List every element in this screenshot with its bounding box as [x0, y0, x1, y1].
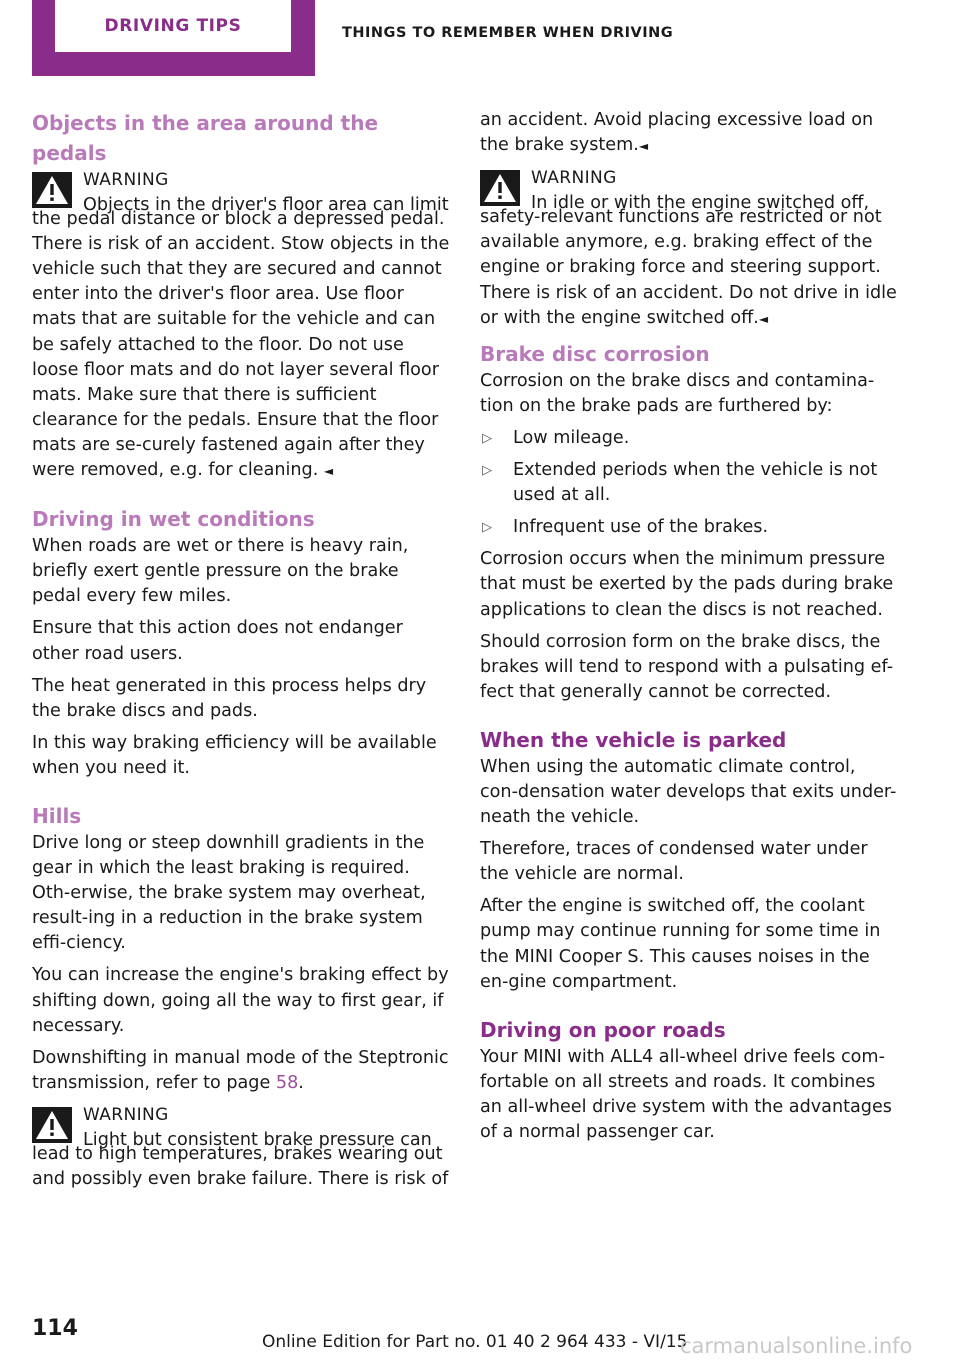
left-column: [32, 108, 450, 1212]
paragraph: The heat generated in this process helps dry the brake discs and pads.: [32, 675, 427, 721]
page-number: 114: [32, 1316, 78, 1341]
paragraph: Corrosion on the brake discs and contamina-tion on the brake pads are furthered by:: [480, 370, 875, 416]
section-brake-corrosion: [480, 339, 898, 705]
paragraph: Therefore, traces of condensed water under the vehicle are normal.: [480, 839, 868, 885]
list-item: [480, 426, 898, 451]
paragraph: Drive long or steep downhill gradients in the gear in which the least braking is required. Oth-erwise, the brake system may overheat, result-ing in a reduction in the brake system effi-ciency.: [32, 832, 426, 954]
heading-pedals: Objects in the area around the pedals: [32, 111, 379, 165]
section-poor-roads: [480, 1015, 898, 1145]
warning-first-line: Light but consistent brake pressure can: [83, 1129, 432, 1150]
page-link[interactable]: 58: [275, 1072, 299, 1093]
edition-footer: Online Edition for Part no. 01 40 2 964 433 - VI/15: [262, 1332, 688, 1352]
section-wet-conditions: [32, 504, 450, 781]
period: .: [298, 1072, 304, 1093]
section-parked: [480, 725, 898, 995]
paragraph: You can increase the engine's braking effect by shifting down, going all the way to first gear, if necessary.: [32, 965, 449, 1036]
warning-idle: [480, 166, 898, 332]
paragraph-steptronic: [32, 1046, 450, 1096]
paragraph-text: Downshifting in manual mode of the Steptronic transmission, refer to page: [32, 1047, 449, 1093]
list-item: [480, 515, 898, 540]
paragraph: In this way braking efficiency will be available when you need it.: [32, 732, 437, 778]
watermark: carmanualsonline.info: [680, 1334, 913, 1358]
warning-triangle-icon: [480, 170, 520, 206]
section-pedals: [32, 108, 450, 484]
paragraph: When using the automatic climate control, con-densation water develops that exits under-neath the vehicle.: [480, 756, 897, 828]
paragraph: Your MINI with ALL4 all-wheel drive feels com-fortable on all streets and roads. It combines an all-wheel drive system with the advantages of a normal passenger car.: [480, 1046, 892, 1142]
warning-triangle-icon: [32, 1107, 72, 1143]
end-mark: ◄: [758, 311, 769, 326]
heading-brake-corrosion: Brake disc corrosion: [480, 341, 710, 366]
paragraph: After the engine is switched off, the coolant pump may continue running for some time in the MINI Cooper S. This causes noises in the en-gine compartment.: [480, 896, 881, 992]
warning-label: WARNING: [83, 170, 169, 190]
section-hills: [32, 801, 450, 1192]
breadcrumb: THINGS TO REMEMBER WHEN DRIVING: [342, 25, 674, 41]
list-item-text: Infrequent use of the brakes.: [513, 517, 769, 538]
paragraph: Corrosion occurs when the minimum pressure that must be exerted by the pads during brake applications to clean the discs is not reached.: [480, 549, 894, 620]
warning-text: the pedal distance or block a depressed pedal. There is risk of an accident. Stow objects in the vehicle such that they are secured and cannot enter into the driver's floor area. Use floor mats that are suitable for the vehicle and can be safely attached to the floor. Do not use loose floor mats and do not layer several floor mats. Make sure that there is sufficient clearance for the pedals. Ensure that the floor mats are se-curely fastened again after they were removed, e.g. for cleaning.: [32, 209, 450, 481]
list-item: [480, 458, 898, 508]
warning-label: WARNING: [83, 1104, 169, 1125]
continued-text: an accident. Avoid placing excessive load on the brake system.: [480, 110, 874, 156]
heading-poor-roads: Driving on poor roads: [480, 1017, 726, 1042]
list-item-text: Extended periods when the vehicle is not used at all.: [513, 460, 878, 506]
warning-triangle-icon: [32, 172, 72, 208]
heading-hills: Hills: [32, 803, 82, 828]
list-item-text: Low mileage.: [513, 427, 630, 448]
bullet-icon: ▷: [482, 430, 492, 446]
warning-label: WARNING: [531, 168, 617, 189]
paragraph: When roads are wet or there is heavy rain, briefly exert gentle pressure on the brake pedal every few miles.: [32, 536, 409, 607]
bullet-icon: ▷: [482, 463, 492, 479]
heading-parked: When the vehicle is parked: [480, 727, 787, 752]
corrosion-list: [480, 426, 898, 540]
paragraph: Should corrosion form on the brake discs, the brakes will tend to respond with a pulsating ef-fect that generally cannot be corrected.: [480, 631, 894, 702]
heading-wet-conditions: Driving in wet conditions: [32, 507, 315, 532]
right-column: [480, 108, 898, 1165]
warning-text: lead to high temperatures, brakes wearing out and possibly even brake failure. There is risk of: [32, 1144, 449, 1190]
warning-text: safety-relevant functions are restricted or not available anymore, e.g. braking effect of the engine or braking force and steering support. There is risk of an accident. Do not drive in idle or with the engine switched off.: [480, 207, 897, 328]
continued-paragraph: [480, 108, 898, 159]
paragraph: Ensure that this action does not endanger other road users.: [32, 618, 403, 664]
warning-pedals: [32, 168, 450, 484]
warning-first-line: In idle or with the engine switched off,: [531, 193, 870, 214]
end-mark: ◄: [323, 464, 334, 479]
warning-first-line: Objects in the driver's floor area can limit: [83, 195, 449, 215]
bullet-icon: ▷: [482, 520, 492, 536]
warning-hills: [32, 1103, 450, 1192]
chapter-tab-label[interactable]: DRIVING TIPS: [55, 0, 291, 52]
header-bar: [0, 0, 960, 76]
end-mark: ◄: [638, 139, 649, 154]
